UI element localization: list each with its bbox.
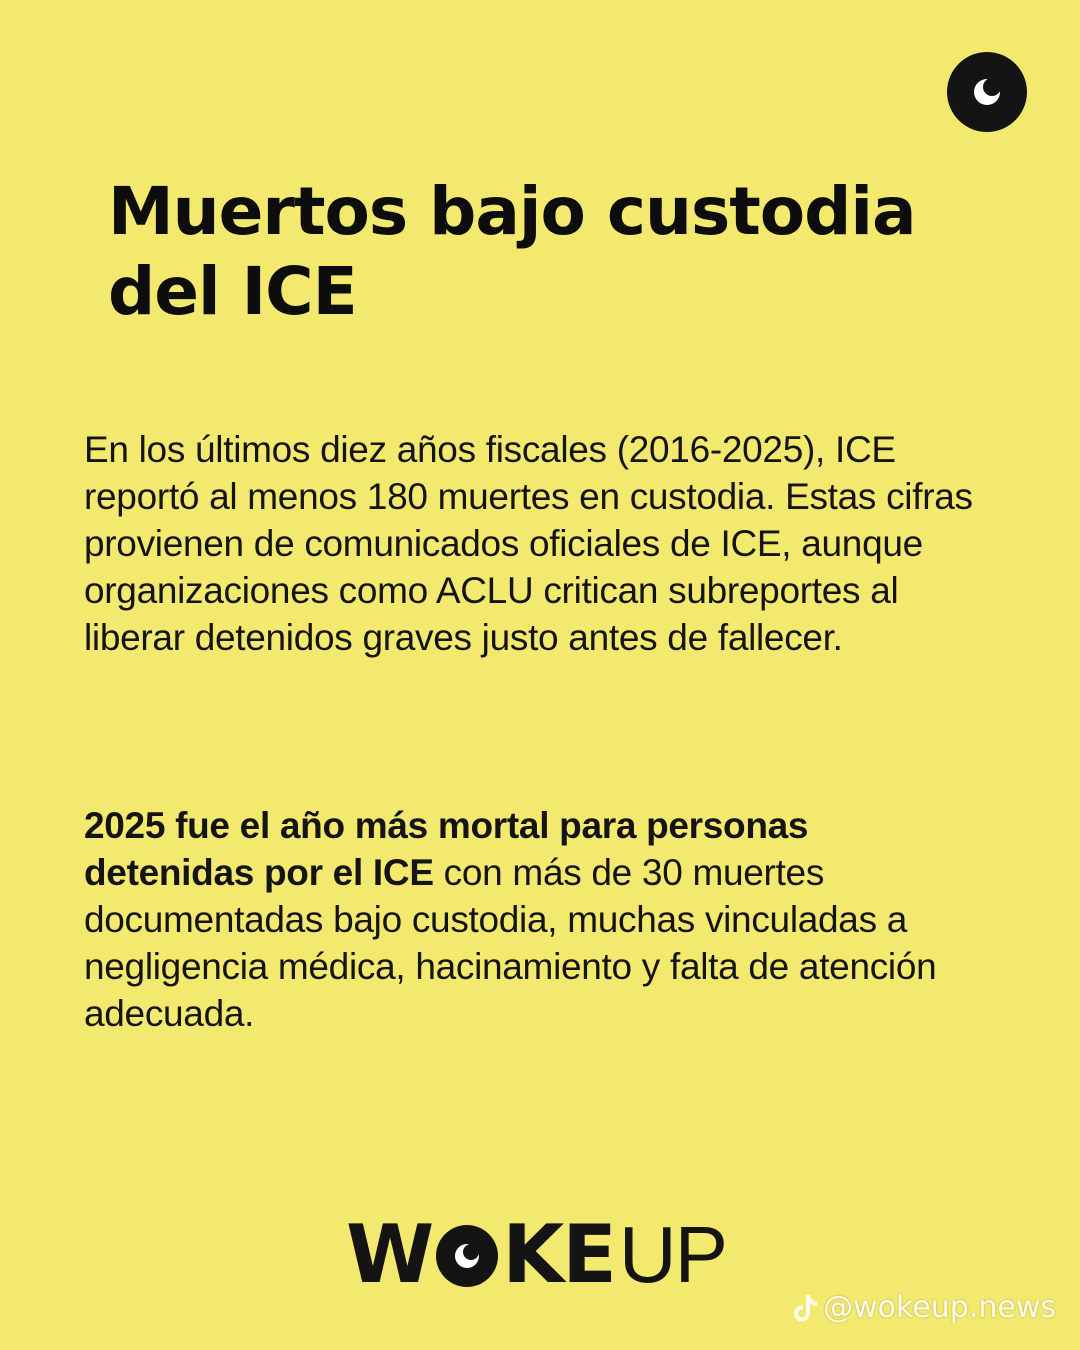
title-line-2: del ICE (108, 253, 357, 330)
title-line-1: Muertos bajo custodia (108, 173, 916, 250)
brand-part-2: KE (502, 1208, 615, 1301)
tiktok-icon (791, 1292, 819, 1324)
watermark-handle: @wokeup.news (823, 1290, 1056, 1325)
page-title (108, 172, 1008, 332)
paragraph-highlight-regular: con más de 30 muertes documentadas bajo custodia, muchas vinculadas a negligencia médica, hacinamiento y falta de atención adecuada. (84, 852, 937, 1034)
brand-part-1: W (346, 1208, 433, 1301)
eye-moon-icon (947, 52, 1027, 132)
brand-wordmark (346, 1208, 727, 1301)
paragraph-intro: En los últimos diez años fiscales (2016-2025), ICE reportó al menos 180 muertes en custodia. Estas cifras provienen de comunicados oficiales de ICE, aunque organizaciones como ACLU critican subreportes al liberar detenidos graves justo antes de fallecer. (84, 429, 973, 658)
paragraph-highlight (84, 802, 984, 1037)
paragraph-highlight-bold: 2025 fue el año más mortal para personas detenidas por el ICE (84, 805, 809, 893)
watermark (791, 1290, 1056, 1325)
brand-part-3: UP (618, 1210, 727, 1299)
logo-badge (947, 52, 1027, 132)
eye-moon-icon (434, 1223, 500, 1289)
